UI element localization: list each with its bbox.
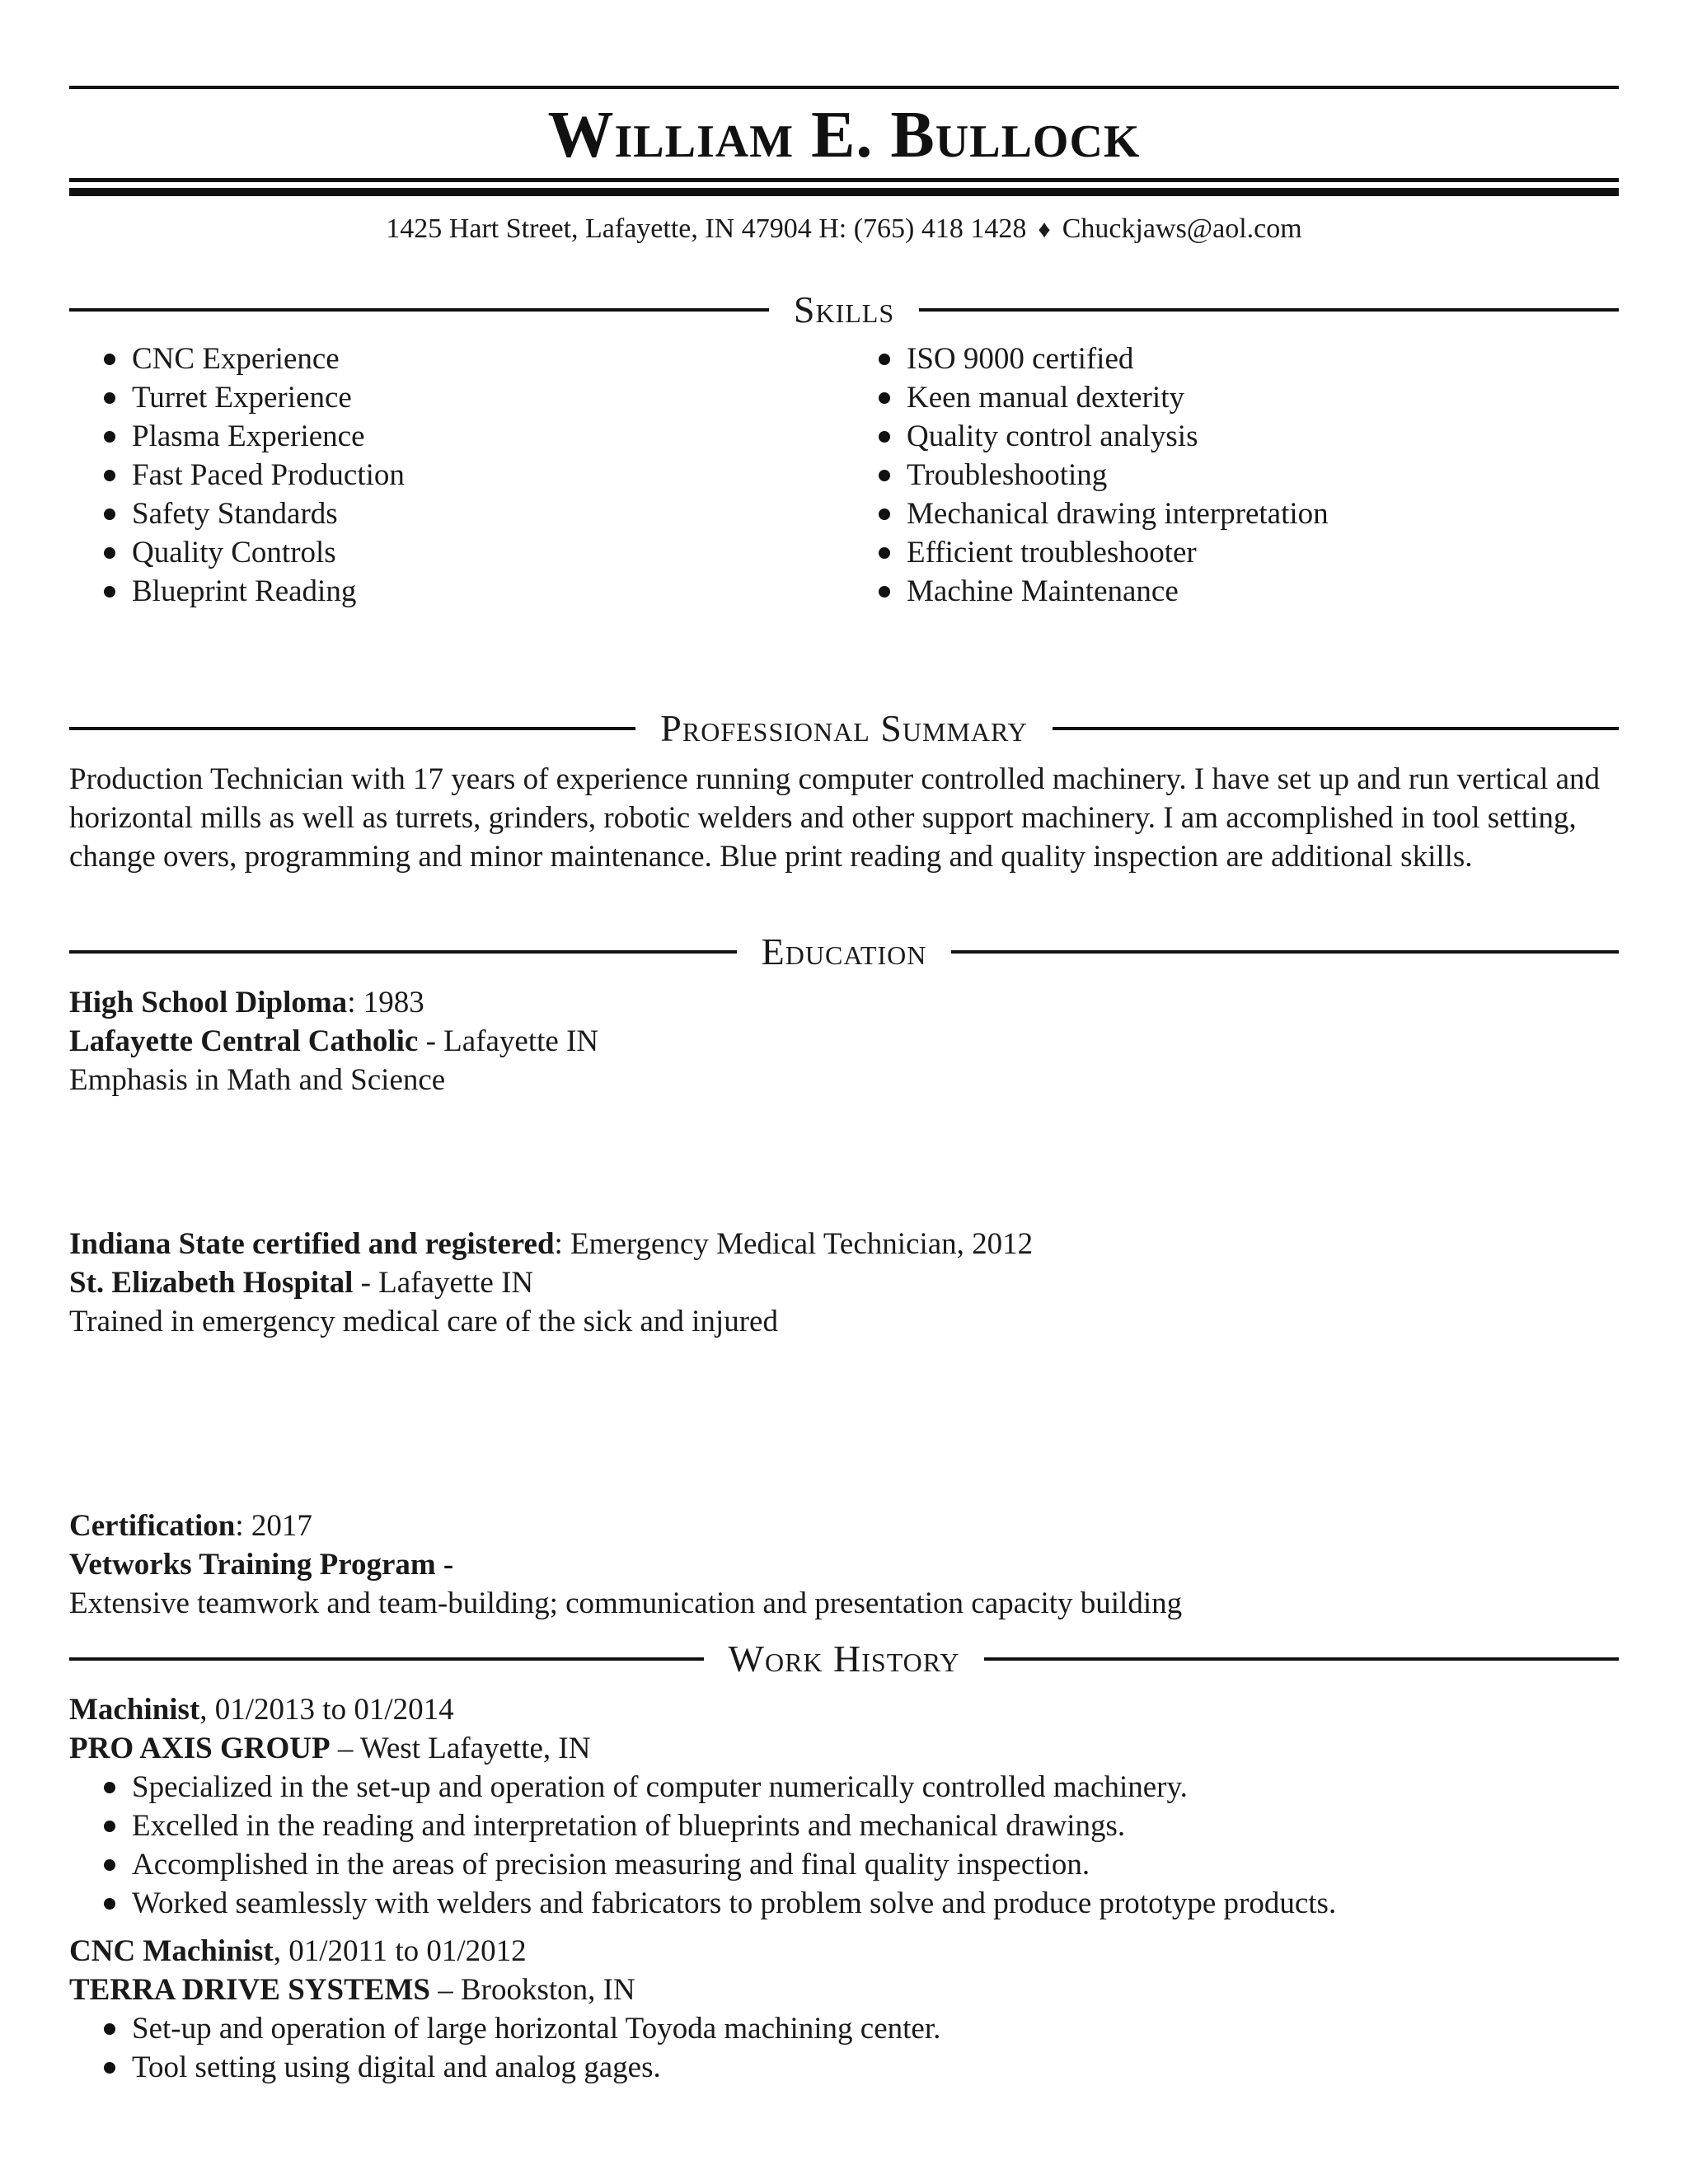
- contact-line: [69, 209, 1619, 250]
- education-degree-line: Certification: 2017: [69, 1509, 312, 1543]
- header-top-rule: [69, 86, 1619, 89]
- bullet-icon: [104, 1898, 115, 1910]
- heading-rule-left: [69, 308, 769, 312]
- bullet-icon: [104, 1859, 115, 1871]
- job-bullet-item: Specialized in the set-up and operation of computer numerically controlled machinery.: [69, 1768, 1619, 1807]
- heading-rule-right: [951, 950, 1619, 954]
- bullet-icon: [104, 470, 115, 481]
- education-school-line: Vetworks Training Program -: [69, 1548, 454, 1582]
- bullet-icon: [104, 547, 115, 559]
- job-bullets: [69, 2009, 1619, 2087]
- bullet-icon: [104, 431, 115, 443]
- education-note: Extensive teamwork and team-building; communication and presentation capacity building: [69, 1586, 1183, 1620]
- skill-item: CNC Experience: [69, 340, 844, 378]
- header-thin-rule: [69, 178, 1619, 182]
- skill-item: ISO 9000 certified: [844, 340, 1619, 378]
- bullet-icon: [104, 392, 115, 404]
- job-company-line: PRO AXIS GROUP – West Lafayette, IN: [69, 1732, 591, 1765]
- header-thick-rule: [69, 188, 1619, 196]
- job-bullets: [69, 1768, 1619, 1923]
- summary-title: Professional Summary: [660, 707, 1028, 749]
- education-title: Education: [761, 930, 927, 972]
- skills-title: Skills: [793, 288, 895, 330]
- bullet-icon: [104, 2062, 115, 2074]
- job-bullet-item: Worked seamlessly with welders and fabricators to problem solve and produce prototype products.: [69, 1884, 1619, 1923]
- job-company-line: TERRA DRIVE SYSTEMS – Brookston, IN: [69, 1973, 635, 2007]
- skill-item: Safety Standards: [69, 494, 844, 533]
- heading-rule-left: [69, 1657, 704, 1661]
- skill-item: Plasma Experience: [69, 417, 844, 456]
- job-title-line: CNC Machinist, 01/2011 to 01/2012: [69, 1934, 527, 1968]
- education-note: Trained in emergency medical care of the sick and injured: [69, 1305, 778, 1338]
- education-degree-line: Indiana State certified and registered: Emergency Medical Technician, 2012: [69, 1227, 1034, 1261]
- heading-rule-right: [1053, 727, 1619, 730]
- skills-column-right: [844, 340, 1619, 611]
- education-school-line: Lafayette Central Catholic - Lafayette IN: [69, 1024, 599, 1058]
- skills-column-left: [69, 340, 844, 611]
- education-heading: [69, 927, 1619, 977]
- skill-item: Blueprint Reading: [69, 572, 844, 611]
- diamond-separator-icon: ♦: [1038, 216, 1051, 243]
- bullet-icon: [879, 547, 890, 559]
- skill-item: Troubleshooting: [844, 456, 1619, 494]
- bullet-icon: [879, 354, 890, 365]
- skill-item: Machine Maintenance: [844, 572, 1619, 611]
- contact-email: Chuckjaws@aol.com: [1062, 213, 1302, 244]
- candidate-name: William E. Bullock: [547, 99, 1141, 171]
- bullet-icon: [104, 586, 115, 598]
- skills-list: [69, 340, 1619, 611]
- education-degree-line: High School Diploma: 1983: [69, 986, 424, 1019]
- work-history-title: Work History: [728, 1638, 960, 1680]
- bullet-icon: [879, 470, 890, 481]
- summary-text: Production Technician with 17 years of experience running computer controlled machinery. I have set up and run vertical and horizontal mills as well as turrets, grinders, robotic welders and other support machinery. I am accomplished in tool setting, change overs, programming and minor maintenance. Blue print reading and quality inspection are additional skills.: [69, 762, 1601, 874]
- heading-rule-left: [69, 950, 737, 954]
- education-school-line: St. Elizabeth Hospital - Lafayette IN: [69, 1266, 534, 1300]
- bullet-icon: [104, 509, 115, 520]
- job-bullet-item: Accomplished in the areas of precision measuring and final quality inspection.: [69, 1845, 1619, 1884]
- bullet-icon: [104, 2023, 115, 2035]
- skills-heading: [69, 285, 1619, 335]
- job-title-line: Machinist, 01/2013 to 01/2014: [69, 1693, 454, 1727]
- contact-address-phone: 1425 Hart Street, Lafayette, IN 47904 H: (765) 418 1428: [386, 213, 1027, 244]
- heading-rule-right: [919, 308, 1619, 312]
- skill-item: Quality control analysis: [844, 417, 1619, 456]
- skill-item: Turret Experience: [69, 378, 844, 417]
- job-bullet-item: Set-up and operation of large horizontal Toyoda machining center.: [69, 2009, 1619, 2048]
- skill-item: Quality Controls: [69, 533, 844, 572]
- heading-rule-left: [69, 727, 635, 730]
- skill-item: Fast Paced Production: [69, 456, 844, 494]
- bullet-icon: [879, 431, 890, 443]
- bullet-icon: [879, 586, 890, 598]
- bullet-icon: [879, 392, 890, 404]
- heading-rule-right: [984, 1657, 1619, 1661]
- skill-item: Efficient troubleshooter: [844, 533, 1619, 572]
- work-history-heading: [69, 1634, 1619, 1684]
- bullet-icon: [104, 354, 115, 365]
- education-note: Emphasis in Math and Science: [69, 1063, 446, 1097]
- skill-item: Mechanical drawing interpretation: [844, 494, 1619, 533]
- job-bullet-item: Excelled in the reading and interpretation of blueprints and mechanical drawings.: [69, 1807, 1619, 1845]
- summary-heading: [69, 704, 1619, 753]
- skill-item: Keen manual dexterity: [844, 378, 1619, 417]
- bullet-icon: [104, 1821, 115, 1832]
- bullet-icon: [879, 509, 890, 520]
- bullet-icon: [104, 1782, 115, 1793]
- job-bullet-item: Tool setting using digital and analog gages.: [69, 2048, 1619, 2087]
